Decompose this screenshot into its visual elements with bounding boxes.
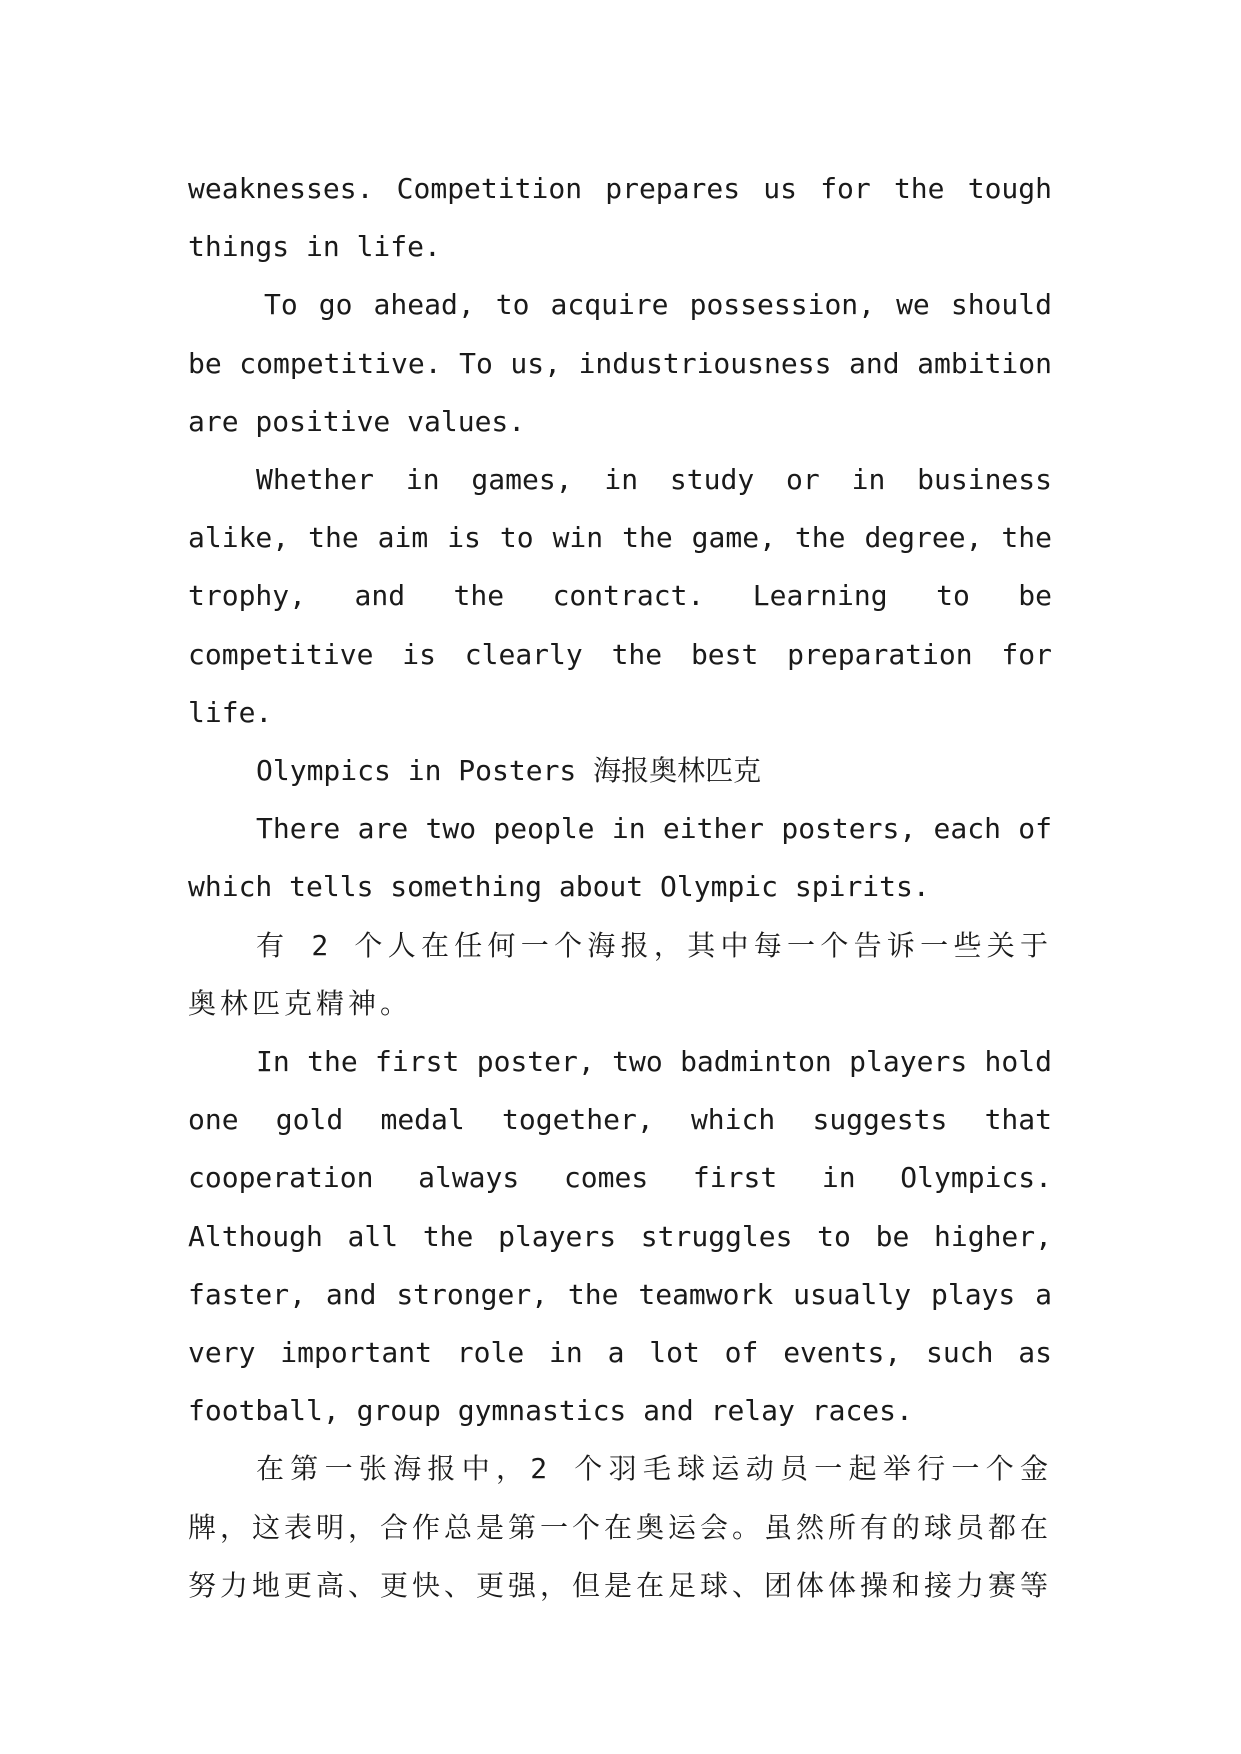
paragraph-6: 有 2 个人在任何一个海报，其中每一个告诉一些关于奥林匹克精神。 — [188, 928, 1052, 1020]
section-heading: Olympics in Posters 海报奥林匹克 — [256, 754, 762, 788]
paragraph-3: Whether in games, in study or in business alike, the aim is to win the game, the degree, the trophy, and the contract. Learning to be competitive is clearly the best preparation for life. — [188, 463, 1052, 729]
paragraph-8: 在第一张海报中，2 个羽毛球运动员一起举行一个金牌，这表明，合作总是第一个在奥运会。虽然所有的球员都在努力地更高、更快、更强，但是在足球、团体体操和接力赛等 — [188, 1452, 1053, 1602]
paragraph-5: There are two people in either posters, each of which tells something about Olympic spirits. — [188, 812, 1052, 904]
paragraph-2: To go ahead, to acquire possession, we should be competitive. To us, industriousness and ambition are positive values. — [188, 288, 1052, 438]
paragraph-7: In the first poster, two badminton players hold one gold medal together, which suggests that cooperation always comes first in Olympics. Although all the players struggles to be higher, faster, and stronger, the teamwork usually plays a very important role in a lot of events, such as football, group gymnastics and relay races. — [188, 1045, 1052, 1428]
paragraph-1: weaknesses. Competition prepares us for the tough things in life. — [188, 172, 1052, 264]
document-body — [188, 160, 1052, 1615]
